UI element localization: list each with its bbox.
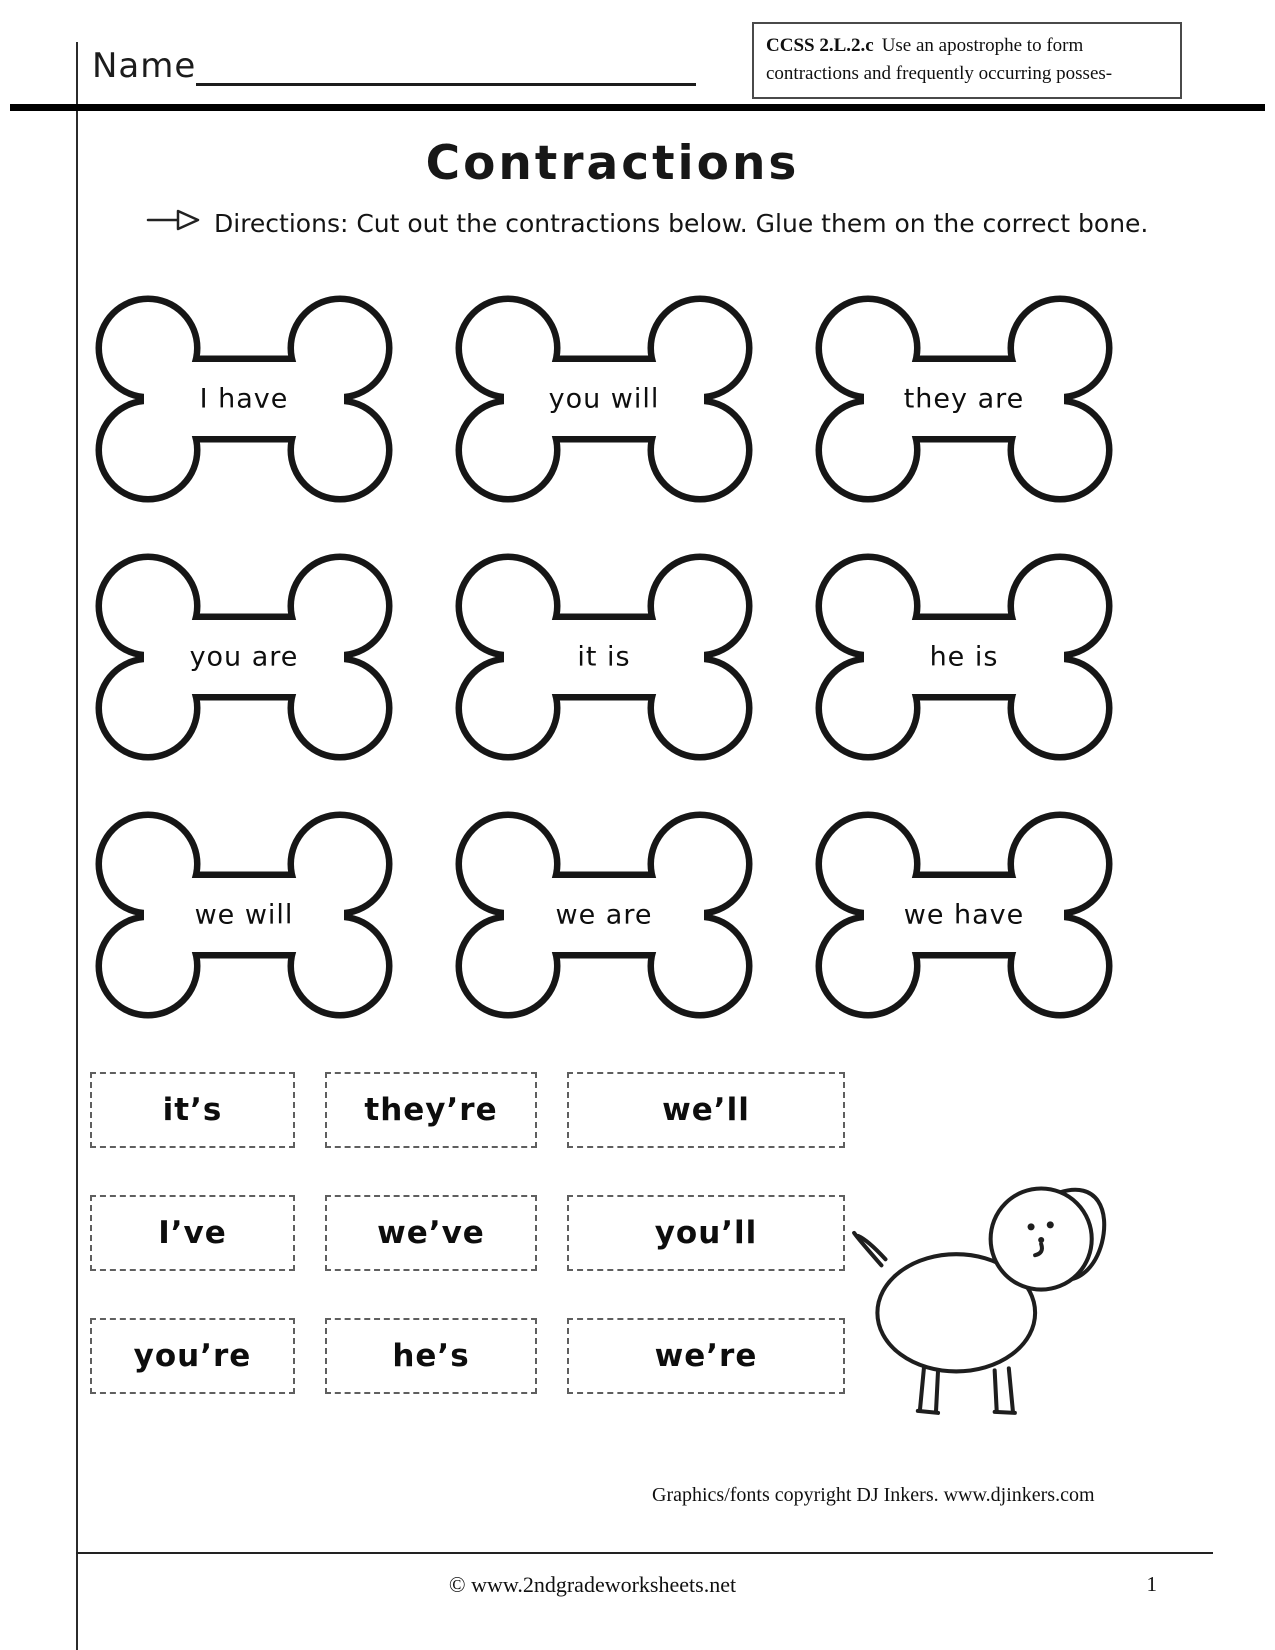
answer-label: he’s (392, 1338, 470, 1374)
answer-box (90, 1318, 295, 1394)
bone-item (448, 548, 760, 766)
directions (146, 206, 1148, 240)
bone-label: he is (929, 641, 999, 673)
bone-label: you will (548, 383, 660, 415)
answer-box (325, 1318, 537, 1394)
name-label: Name (92, 46, 197, 86)
bone-label: we are (555, 899, 653, 931)
answer-box (325, 1195, 537, 1271)
dog-illustration-icon (845, 1146, 1113, 1421)
answer-box (567, 1195, 845, 1271)
name-row (92, 46, 696, 86)
answer-box (567, 1072, 845, 1148)
footer-divider (76, 1552, 1213, 1554)
answer-label: you’ll (654, 1215, 758, 1251)
bone-item (808, 548, 1120, 766)
answer-box (90, 1072, 295, 1148)
page-number: 1 (1146, 1572, 1157, 1596)
ccss-text: Use an apostrophe to form contractions and frequently occurring posses- (766, 35, 1113, 84)
answer-label: we’ll (662, 1092, 750, 1128)
bones-grid (88, 290, 1120, 1024)
arrow-right-icon (146, 206, 202, 240)
answer-label: they’re (364, 1092, 498, 1128)
answer-box (567, 1318, 845, 1394)
bone-item (448, 806, 760, 1024)
header-divider (10, 104, 1265, 111)
answer-label: we’ve (377, 1215, 485, 1251)
bone-label: I have (199, 383, 289, 415)
bone-label: it is (577, 641, 631, 673)
ccss-standard-box (752, 22, 1182, 99)
bone-item (808, 290, 1120, 508)
bone-item (88, 290, 400, 508)
answers-grid (90, 1072, 845, 1394)
answer-label: it’s (162, 1092, 223, 1128)
bone-item (88, 548, 400, 766)
ccss-code: CCSS 2.L.2.c (766, 35, 874, 56)
answer-box (325, 1072, 537, 1148)
footer-site-text: © www.2ndgradeworksheets.net (448, 1572, 737, 1597)
bone-item (808, 806, 1120, 1024)
bone-label: we have (903, 899, 1025, 931)
bone-item (88, 806, 400, 1024)
copyright-credit: Graphics/fonts copyright DJ Inkers. www.djinkers.com (652, 1484, 1095, 1506)
left-margin-line (76, 42, 78, 1650)
answer-box (90, 1195, 295, 1271)
directions-text: Directions: Cut out the contractions below. Glue them on the correct bone. (214, 208, 1149, 238)
answer-label: I’ve (158, 1215, 227, 1251)
bone-label: you are (189, 641, 299, 673)
answer-label: we’re (654, 1338, 758, 1374)
worksheet-title: Contractions (425, 136, 800, 191)
name-blank-line (196, 46, 696, 86)
bone-item (448, 290, 760, 508)
bone-label: they are (903, 383, 1025, 415)
bone-label: we will (194, 899, 294, 931)
answer-label: you’re (133, 1338, 252, 1374)
